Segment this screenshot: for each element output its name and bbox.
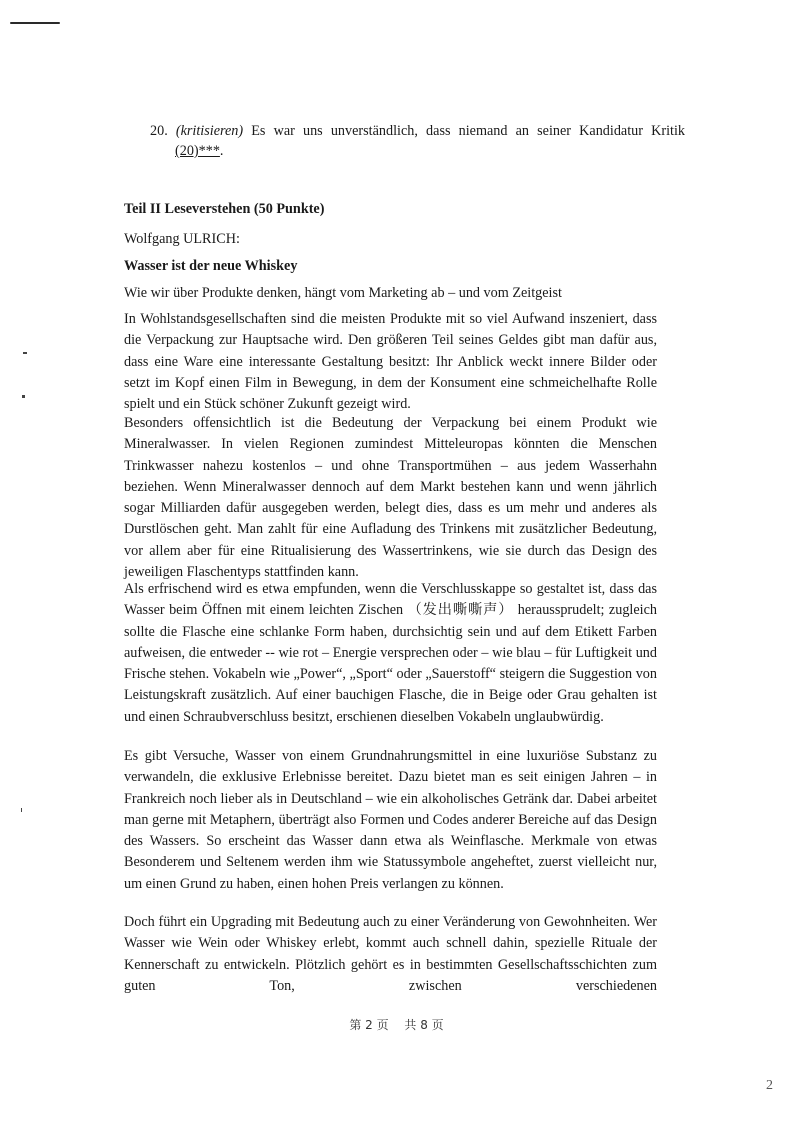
item-verb-hint: (kritisieren)	[175, 123, 244, 139]
article-paragraph-5: Doch führt ein Upgrading mit Bedeutung auch zu einer Veränderung von Gewohnheiten. Wer Wasser wie Wein oder Whiskey erlebt, kommt auch schnell dahin, spezielle Rituale der Kennerschaft zu entwickeln. Plötzlich gehört es in bestimmten Gesellschaftsschichten zum guten Ton, zwischen verschiedenen	[124, 914, 657, 994]
scan-edge-mark	[10, 22, 60, 24]
article-paragraph-2: Besonders offensichtlich ist die Bedeutung der Verpackung bei einem Produkt wie Mineralwasser. In vielen Regionen zumindest Mitteleuropas könnten die Menschen Trinkwasser nahezu kostenlos – und ohne Transportmühen – aus jedem Wasserhahn beziehen. Wenn Mineralwasser dennoch auf dem Markt bestehen kann und wenn jährlich sogar Milliarden dafür ausgegeben werden, belegt dies, dass es um mehr und anderes als Durstlöschen geht. Man zahlt für eine Aufladung des Trinkens mit zusätzlicher Bedeutung, vor allem aber für eine Ritualisierung des Wassertrinkens, wie sie durch das Design des jeweiligen Flaschentyps stattfinden kann.	[124, 415, 657, 581]
article-title: Wasser ist der neue Whiskey	[124, 258, 298, 274]
answer-blank[interactable]: (20)***	[175, 143, 220, 159]
article-paragraph-4: Es gibt Versuche, Wasser von einem Grundnahrungsmittel in eine luxuriöse Substanz zu verwandeln, die exklusive Erlebnisse bereitet. Dazu bietet man es seit einigen Jahren – in Frankreich noch lieber als in Deutschland – wie ein alkoholisches Getränk dar. Dabei arbeitet man gerne mit Metaphern, überträgt also Formen und Codes anderer Bereiche auf das Design des Wassers. So erscheint das Wasser dann etwa als Weinflasche. Merkmale von etwas Besonderem und Seltenem werden ihm wie Statussymbole angeheftet, zuerst vielleicht nur, um einen Grund zu haben, einen hohen Preis verlangen zu können.	[124, 748, 657, 892]
section-heading: Teil II Leseverstehen (50 Punkte)	[124, 201, 325, 217]
item-sentence-start: Es war uns unverständlich, dass niemand an seiner Kandidatur Kritik	[243, 123, 686, 139]
article-paragraph-3: Als erfrischend wird es etwa empfunden, wenn die Verschlusskappe so gestaltet ist, dass das Wasser beim Öffnen mit einem leichten Zischen （发出嘶嘶声） heraussprudelt; zugleich sollte die Flasche eine schlanke Form haben, durchsichtig sein und auf dem Etikett Farben aufweisen, die entweder -- wie rot – Energie versprechen oder – wie blau – für Luftigkeit und Frische stehen. Vokabeln wie „Power“, „Sport“ oder „Sauerstoff“ steigern die Suggestion von Leistungskraft zusätzlich. Auf einer bauchigen Flasche, die in Beige oder Grau gehalten ist und einen Schraubverschluss besitzt, erschienen dieselben Vokabeln unglaubwürdig.	[124, 581, 657, 725]
scan-speck	[23, 352, 27, 354]
exercise-item-20	[150, 121, 685, 161]
article-author: Wolfgang ULRICH:	[124, 231, 240, 247]
footer-total-pages: 共 8 页	[404, 1018, 444, 1032]
item-number: 20.	[150, 123, 168, 139]
article-subtitle: Wie wir über Produkte denken, hängt vom Marketing ab – und vom Zeitgeist	[124, 285, 562, 301]
article-paragraph-1: In Wohlstandsgesellschaften sind die meisten Produkte mit so viel Aufwand inszeniert, dass die Verpackung zur Hauptsache wird. Den größeren Teil seines Geldes gibt man dafür aus, dass eine Ware eine interessante Gestaltung besitzt: Ihr Anblick weckt innere Bilder oder setzt im Kopf einen Film in Bewegung, in dem der Konsument eine schmeichelhafte Rolle spielt und ein Stück schöner Zukunft gezeigt wird.	[124, 311, 657, 413]
scan-page-number: 2	[766, 1078, 773, 1093]
scan-speck	[22, 395, 25, 398]
scan-speck	[21, 808, 22, 812]
footer-current-page: 第 2 页	[349, 1018, 389, 1032]
page-footer	[0, 1016, 793, 1033]
item-sentence-end: .	[219, 143, 224, 159]
